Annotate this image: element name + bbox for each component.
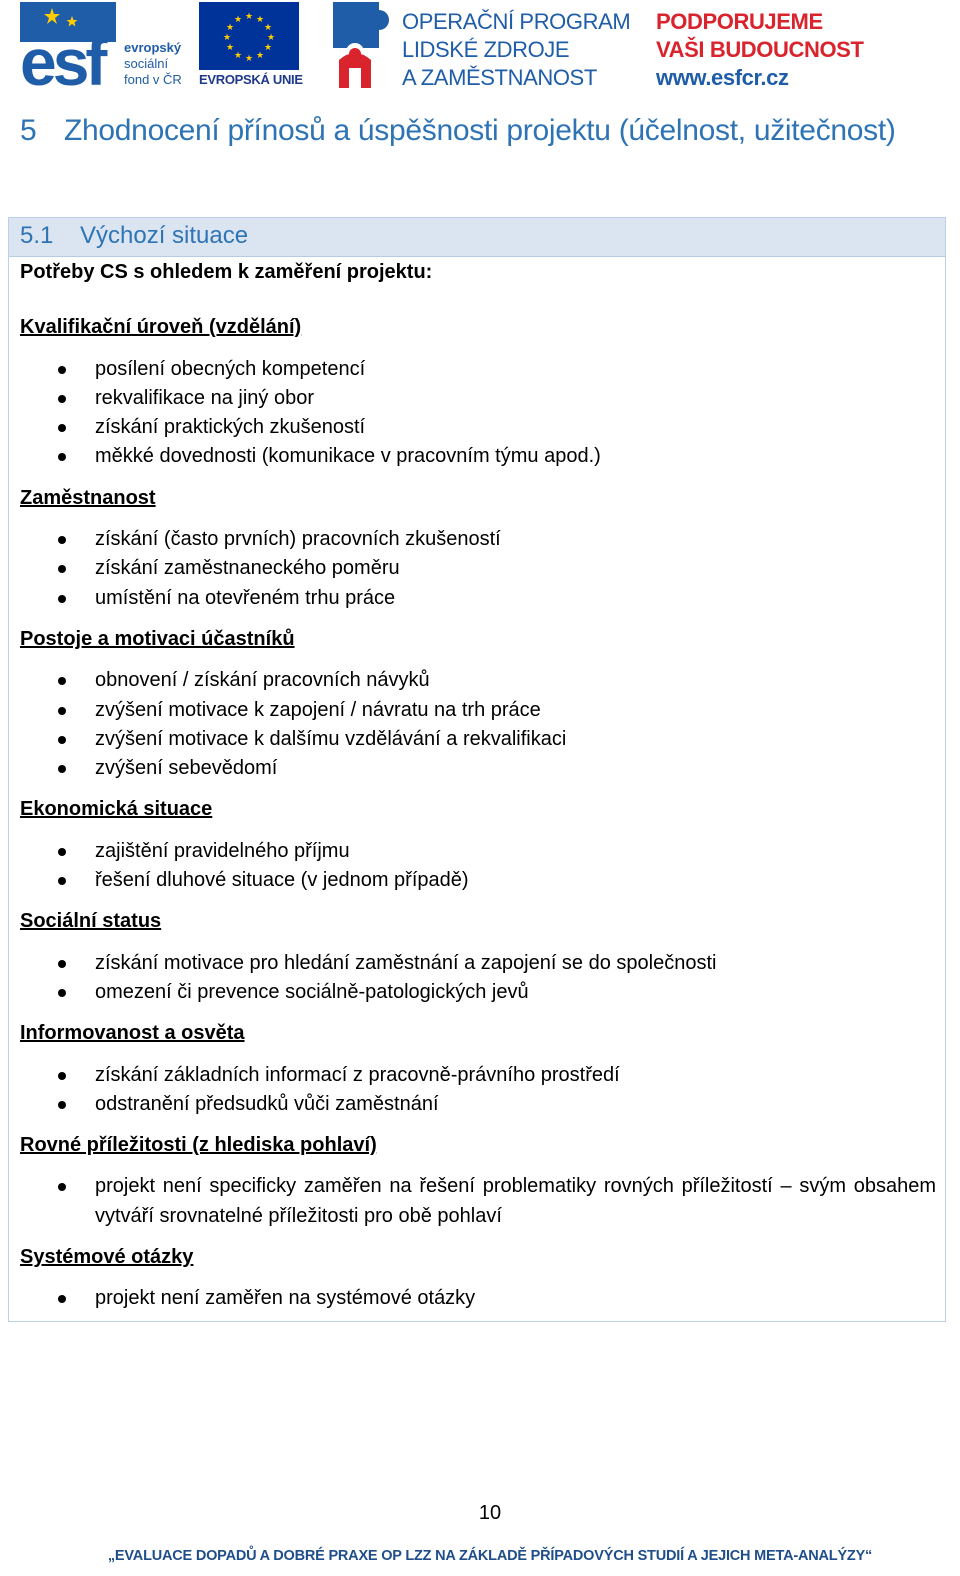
list-item [20,725,936,754]
svg-text:★: ★ [244,54,254,64]
bullet-icon [58,1295,66,1303]
section-content [20,258,936,1314]
list-item [20,384,936,413]
logo-bar [0,0,960,96]
esf-wordmark: esf [20,25,104,88]
bullet-icon [58,736,66,744]
list-item-text: získání praktických zkušeností [95,416,366,439]
svg-text:★: ★ [225,23,235,33]
section-title: Výchozí situace [80,222,249,249]
bullet-icon [58,765,66,773]
op-line-3: A ZAMĚSTNANOST [402,65,597,90]
list-item [20,1061,936,1090]
bullet-icon [58,453,66,461]
list-item-text: získání základních informací z pracovně-právního prostředí [95,1063,620,1086]
svg-text:★: ★ [255,51,265,61]
list-item-text: omezení či prevence sociálně-patologických jevů [95,980,529,1003]
svg-text:★: ★ [266,33,276,43]
esf-subtitle-line-1: evropský [124,40,182,55]
esf-subtitle-line-3: fond v ČR [124,72,182,87]
subsection-title-awareness: Informovanost a osvěta [20,1022,245,1045]
chapter-title: Zhodnocení přínosů a úspěšnosti projektu (účelnost, užitečnost) [64,114,896,147]
list-item [20,837,936,866]
list-item-text: získání (často prvních) pracovních zkušeností [95,528,501,551]
bullet-list-social [20,949,936,1008]
document-footer: „EVALUACE DOPADŮ A DOBRÉ PRAXE OP LZZ NA ZÁKLADĚ PŘÍPADOVÝCH STUDIÍ A JEJICH META-ANALÝZY“ [107,1548,873,1564]
list-item [20,978,936,1007]
subsection-title-economic: Ekonomická situace [20,798,213,821]
bullet-list-equal-opportunities [20,1172,936,1231]
subsection-title-employment: Zaměstnanost [20,486,156,509]
list-item-text: měkké dovednosti (komunikace v pracovním týmu apod.) [95,445,601,468]
slogan-line-1: PODPORUJEME [656,9,823,34]
bullet-icon [58,989,66,997]
bullet-icon [58,366,66,374]
eu-label: EVROPSKÁ UNIE [199,72,303,87]
list-item [20,1172,936,1231]
list-item-text: posílení obecných kompetencí [95,357,366,380]
list-item-text: zvýšení motivace k dalšímu vzdělávání a rekvalifikaci [95,727,567,750]
svg-text:★: ★ [222,33,232,43]
subsection-title-systemic: Systémové otázky [20,1246,194,1269]
bullet-list-qualification [20,355,936,472]
list-item-text: umístění na otevřeném trhu práce [95,586,396,609]
chapter-number: 5 [20,114,37,147]
op-lzz-title [402,8,642,92]
subsection-title-qualification: Kvalifikační úroveň (vzdělání) [20,316,302,339]
bullet-icon [58,536,66,544]
list-item-text: zvýšení motivace k zapojení / návratu na trh práce [95,698,541,721]
list-item-text: získání motivace pro hledání zaměstnání a zapojení se do společnosti [95,951,717,974]
list-item [20,413,936,442]
bullet-icon [58,707,66,715]
page-number: 10 [478,1502,502,1524]
svg-text:★: ★ [263,23,273,33]
svg-text:★: ★ [244,12,254,22]
list-item [20,525,936,554]
list-item [20,666,936,695]
list-item-text: zajištění pravidelného příjmu [95,839,350,862]
list-item [20,355,936,384]
svg-text:★: ★ [233,15,243,25]
list-item-text: rekvalifikace na jiný obor [95,386,314,409]
op-lzz-logo-icon [333,2,393,88]
eu-flag-icon [199,2,299,70]
list-item [20,554,936,583]
esf-website-link[interactable]: www.esfcr.cz [656,65,789,90]
list-item [20,1284,936,1313]
list-item-text: získání zaměstnaneckého poměru [95,557,400,580]
needs-title: Potřeby CS s ohledem k zaměření projektu: [20,261,433,283]
list-item-text: projekt není specificky zaměřen na řešení problematiky rovných příležitostí – svým obsahem vytváří srovnatelné příležitosti pro obě pohlaví [95,1175,936,1227]
svg-text:★: ★ [263,43,273,53]
esf-subtitle-line-2: sociální [124,56,169,71]
list-item-text: projekt není zaměřen na systémové otázky [95,1287,476,1310]
bullet-icon [58,877,66,885]
bullet-icon [58,960,66,968]
list-item [20,866,936,895]
list-item [20,442,936,471]
bullet-icon [58,395,66,403]
slogan-line-2: VAŠI BUDOUCNOST [656,37,864,62]
bullet-icon [58,565,66,573]
section-heading [20,222,248,250]
bullet-list-attitudes [20,666,936,783]
bullet-icon [58,1072,66,1080]
bullet-icon [58,1101,66,1109]
chapter-heading [20,114,940,148]
list-item-text: obnovení / získání pracovních návyků [95,669,430,692]
bullet-list-systemic [20,1284,936,1313]
bullet-icon [58,1183,66,1191]
bullet-list-employment [20,525,936,613]
svg-text:★: ★ [225,43,235,53]
list-item-text: řešení dluhové situace (v jednom případě) [95,869,469,892]
subsection-title-social: Sociální status [20,910,162,933]
op-line-2: LIDSKÉ ZDROJE [402,37,570,62]
op-line-1: OPERAČNÍ PROGRAM [402,9,631,34]
bullet-icon [58,424,66,432]
bullet-icon [58,848,66,856]
list-item [20,696,936,725]
bullet-list-economic [20,837,936,896]
bullet-icon [58,677,66,685]
svg-text:★: ★ [233,51,243,61]
subsection-title-equal-opportunities: Rovné příležitosti (z hlediska pohlaví) [20,1134,377,1157]
subsection-title-attitudes: Postoje a motivaci účastníků [20,627,295,650]
svg-text:★: ★ [255,15,265,25]
list-item-text: odstranění předsudků vůči zaměstnání [95,1092,439,1115]
list-item [20,949,936,978]
esf-logo [20,2,195,88]
list-item [20,1090,936,1119]
bullet-list-awareness [20,1061,936,1120]
bullet-icon [58,595,66,603]
slogan [656,8,866,92]
list-item-text: zvýšení sebevědomí [95,757,278,780]
list-item [20,584,936,613]
list-item [20,754,936,783]
section-number: 5.1 [20,222,54,249]
